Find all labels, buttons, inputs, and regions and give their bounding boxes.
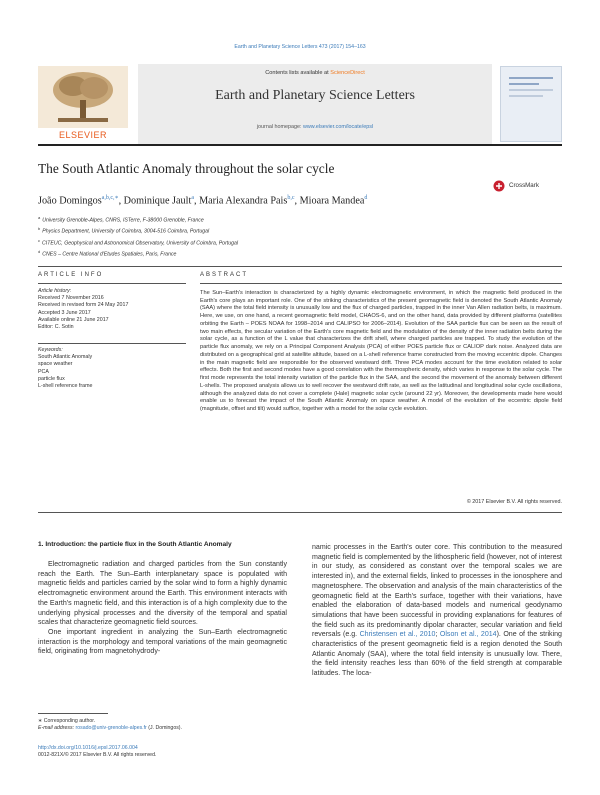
affiliations: [38, 214, 438, 259]
author-affiliation-marker[interactable]: a,b,c,∗: [101, 195, 119, 201]
homepage-prefix: journal homepage:: [256, 124, 304, 130]
keyword-item[interactable]: South Atlantic Anomaly: [38, 354, 93, 361]
footnotes: [38, 718, 288, 733]
contents-prefix: Contents lists available at: [265, 70, 331, 76]
body-paragraph: namic processes in the Earth's outer core. This contribution to the measured magnetic field is complemented by the lithospheric field (however, not of interest in our study, as considered as constant over the temporal scales we are interested in), and the external fields, linked to processes in the ionosphere and magnetosphere. The observation and analysis of the main characteristics of the geomagnetic field at the Earth's surface, together with their variations, have enabled the elaboration of data-based models and numerical geodynamo simulations that have been successful in providing explanations for features of the field such as its predominantly dipolar character, secular variation and field reversals (e.g. Christensen et al., 2010; Olson et al., 2014). One of the striking characteristics of the present geomagnetic field is a region denoted the South Atlantic Anomaly (SAA), where the total field intensity is unusually low. There, the field intensity reaches less than 60% of the field strength at comparable latitudes. The loca-: [312, 544, 562, 678]
author-affiliation-marker[interactable]: d: [364, 195, 368, 201]
elsevier-wordmark: ELSEVIER: [58, 130, 108, 140]
crossmark-badge[interactable]: [493, 180, 563, 192]
author-name[interactable]: Dominique Jault: [123, 195, 192, 207]
elsevier-tree-icon: [38, 66, 128, 128]
doi-link[interactable]: http://dx.doi.org/10.1016/j.epsl.2017.06.004: [38, 745, 138, 751]
body-paragraph: One important ingredient in analyzing the Sun–Earth electromagnetic interaction is the morphology and temporal variations of the main geomagnetic field, originating from magnetohydrody-: [38, 628, 287, 656]
keyword-item[interactable]: particle flux: [38, 375, 65, 382]
author-affiliation-marker[interactable]: a: [191, 195, 194, 201]
homepage-link[interactable]: www.elsevier.com/locate/epsl: [303, 124, 374, 130]
sciencedirect-link[interactable]: ScienceDirect: [330, 70, 365, 76]
divider: [38, 266, 562, 267]
journal-cover-thumbnail[interactable]: [500, 66, 562, 142]
crossmark-label: CrossMark: [509, 182, 539, 189]
elsevier-logo[interactable]: [38, 66, 128, 142]
journal-header: [38, 64, 562, 146]
crossmark-icon: [493, 180, 507, 192]
affiliation-item: $^d$CNES – Centre National d'Etudes Spatiales, Paris, France: [38, 248, 177, 258]
email-link[interactable]: rosado@univ-grenoble-alpes.fr: [75, 725, 147, 732]
history-item: Received 7 November 2016: [38, 295, 104, 302]
corresponding-author-note: ∗ Corresponding author.: [38, 718, 96, 724]
article-history: [38, 288, 186, 331]
footnote-divider: [38, 713, 108, 714]
keyword-item[interactable]: PCA: [38, 368, 49, 375]
journal-header-center: [138, 64, 492, 144]
keywords-title: Keywords:: [38, 347, 63, 353]
abstract-text: The Sun–Earth's interaction is characterized by a highly dynamic electromagnetic environment, in which the magnetic field produced in the Earth's core plays an important role. One of the striking characteristics of the present geomagnetic field is denoted the South Atlantic Anomaly (SAA) where the total field intensity is unusually low and the flux of charged particles, trapped in the inner Van Allen radiation belts, is maximum. Here, we use, on one hand, a recent geomagnetic field model, CHAOS-6, and on the other hand, data provided by different platforms (satellites orbiting the Earth – POES NOAA for 1998–2014 and CALIPSO for 2006–2014). Evolution of the SAA particle flux can be seen as the result of two main effects, the secular variation of the Earth's core magnetic field and the modulation of the density of the inner radiation belts during the solar cycle, as a function of the L value that characterizes the drift shell, where charged particles are trapped. To study the evolution of the particle flux anomaly, we rely on a Principal Component Analysis (PCA) of either POES particle flux or CALIOP dark noise. Analyzed data are distributed on a geographical grid at satellite altitude, based on a L-shell reference frame constructed from the moving eccentric dipole. Changes in the main magnetic field are responsible for the observed westward drift. Three PCA modes account for the time evolution related to solar effects. Both the first and second modes have a good correlation with the thermospheric density, which varies in response to the solar cycle. The first mode represents the total intensity variation of the particle flux in the SAA, and the second the movement of the anomaly between different L-shells. The proposed analysis allows us to well recover the westward drift rate, as well as the latitudinal and longitudinal solar cycle oscillations, although the analyzed data do not cover a complete (Hale) magnetic solar cycle (around 22 yr). Moreover, the developments made here would enable us to forecast the impact of the South Atlantic Anomaly on space weather. A model of the evolution of the eccentric dipole field (magnitude, offset and tilt) would suffice, together with a model for the solar cycle evolution.: [200, 290, 562, 413]
body-column-left: [38, 560, 287, 657]
citation-link[interactable]: Olson et al., 2014: [439, 631, 497, 639]
divider: [38, 512, 562, 513]
author-list: João Domingos$^{a,b,c,∗}$, Dominique Jault$^a$, Maria Alexandra Pais$^{b,c}$, Mioara Mandea$^d$: [38, 195, 368, 207]
journal-reference[interactable]: Earth and Planetary Science Letters 473 (2017) 154–163: [234, 44, 366, 50]
keywords: [38, 347, 186, 390]
affiliation-item: $^b$Physics Department, University of Coimbra, 3004-516 Coimbra, Portugal: [38, 226, 210, 236]
author-name[interactable]: Mioara Mandea: [299, 195, 365, 207]
body-column-right: [312, 543, 562, 679]
issn-line: 0012-821X/© 2017 Elsevier B.V. All rights reserved.: [38, 752, 157, 759]
email-note: E-mail address: rosado@univ-grenoble-alpes.fr (J. Domingos).: [38, 725, 182, 732]
history-title: Article history:: [38, 288, 72, 294]
body-paragraph: Electromagnetic radiation and charged particles from the Sun constantly reach the Earth. The Sun–Earth interplanetary space is populated with magnetic fields and particles carried by the solar wind to form a highly dynamic electromagnetic environment around the Earth. This environment interacts with the Earth's magnetic field, and this interaction is of a high complexity due to the underlying physical processes and the diversity of the temporal and spatial scales that characterize geomagnetic field sources.: [38, 561, 287, 627]
divider: [38, 343, 186, 344]
author-affiliation-marker[interactable]: b,c: [287, 195, 295, 201]
section-heading: 1. Introduction: the particle flux in the South Atlantic Anomaly: [38, 541, 232, 548]
doi-block: [38, 745, 288, 760]
history-item: Editor: C. Sotin: [38, 324, 74, 331]
history-item: Received in revised form 24 May 2017: [38, 302, 129, 309]
author-name[interactable]: Maria Alexandra Pais: [199, 195, 288, 207]
article-info-heading: ARTICLE INFO: [38, 272, 104, 278]
article-title: The South Atlantic Anomaly throughout the solar cycle: [38, 161, 335, 176]
keyword-item[interactable]: space weather: [38, 361, 73, 368]
abstract-heading: ABSTRACT: [200, 272, 249, 278]
journal-homepage: [138, 124, 492, 130]
history-item: Accepted 3 June 2017: [38, 309, 91, 316]
keyword-item[interactable]: L-shell reference frame: [38, 383, 93, 390]
divider: [38, 283, 186, 284]
copyright-notice: © 2017 Elsevier B.V. All rights reserved.: [466, 499, 562, 505]
citation-link[interactable]: Christensen et al., 2010: [359, 631, 436, 639]
affiliation-item: $^a$University Grenoble-Alpes, CNRS, ISTerre, F-38000 Grenoble, France: [38, 215, 204, 224]
contents-line: [138, 70, 492, 76]
journal-name[interactable]: Earth and Planetary Science Letters: [215, 88, 415, 103]
author-name[interactable]: João Domingos: [38, 195, 102, 207]
history-item: Available online 21 June 2017: [38, 316, 109, 323]
affiliation-item: $^c$CITEUC, Geophysical and Astronomical Observatory, University of Coimbra, Portugal: [38, 237, 239, 247]
divider: [200, 283, 562, 284]
